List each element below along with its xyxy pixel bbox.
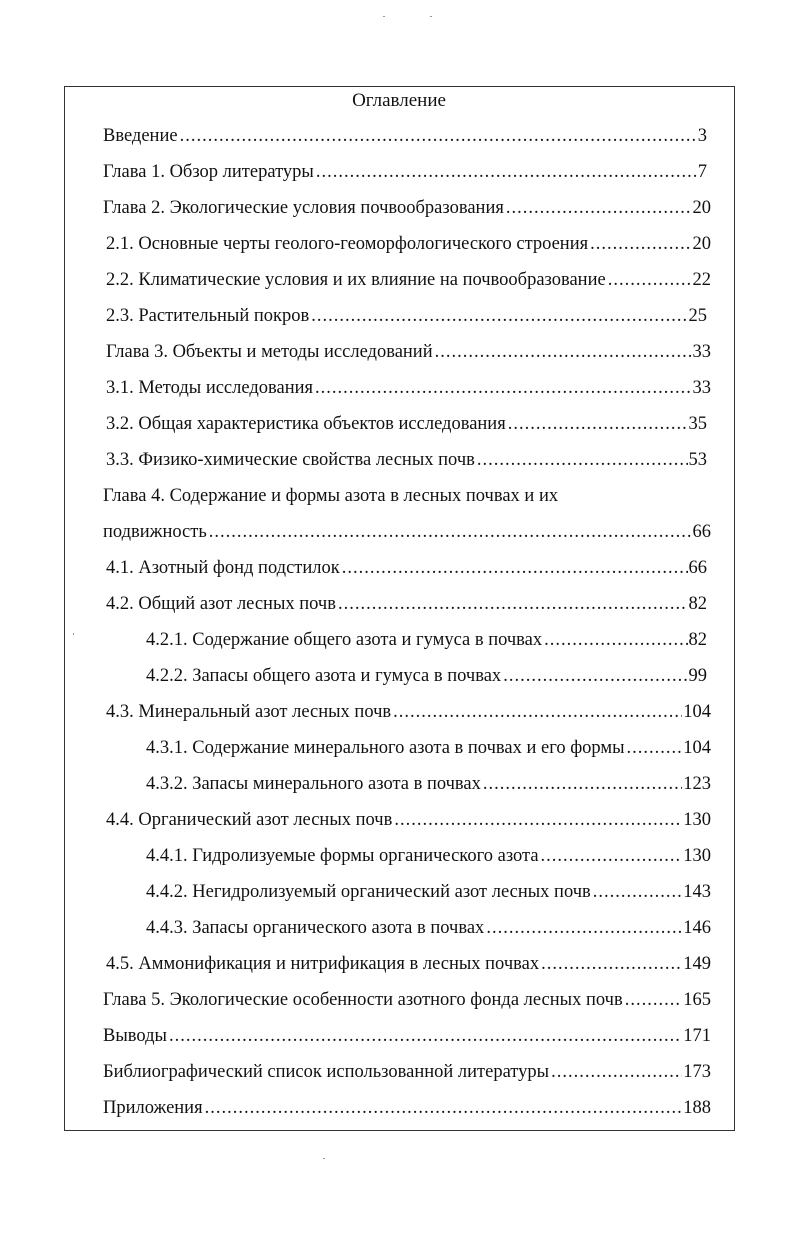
toc-leader-dots — [315, 376, 691, 400]
toc-entry-label: 3.3. Физико-химические свойства лесных почв — [106, 450, 475, 470]
toc-leader-dots — [338, 592, 688, 616]
toc-entry-page: 130 — [683, 810, 711, 830]
toc-entry-label: 4.3. Минеральный азот лесных почв — [106, 702, 392, 722]
toc-entry-page: 123 — [683, 774, 711, 794]
toc-leader-dots — [508, 412, 688, 436]
toc-leader-dots — [316, 160, 697, 184]
toc-entry-appendices — [103, 1096, 711, 1120]
toc-entry-page: 82 — [688, 630, 707, 650]
toc-leader-dots — [342, 556, 688, 580]
toc-entry-page: 104 — [683, 738, 711, 758]
toc-entry-section-4-3 — [106, 700, 711, 724]
toc-entry-section-2-1 — [106, 232, 711, 256]
toc-leader-dots — [205, 1096, 683, 1120]
toc-entry-page: 66 — [688, 558, 707, 578]
toc-entry-page: 171 — [683, 1026, 711, 1046]
toc-entry-page: 25 — [688, 306, 707, 326]
toc-entry-label: Глава 1. Обзор литературы — [103, 162, 314, 182]
toc-entry-section-3-3 — [106, 448, 707, 472]
toc-entry-bibliography — [103, 1060, 711, 1084]
toc-entry-chapter-3 — [106, 340, 711, 364]
toc-entry-section-4-4-1 — [146, 844, 711, 868]
toc-entry-section-4-2-1 — [146, 628, 707, 652]
toc-entry-section-2-2 — [106, 268, 711, 292]
toc-entry-section-4-2-2 — [146, 664, 707, 688]
toc-entry-label: Глава 2. Экологические условия почвообразования — [103, 198, 504, 218]
toc-entry-page: 3 — [697, 126, 707, 146]
toc-entry-page: 143 — [683, 882, 711, 902]
toc-entry-label: 4.2.2. Запасы общего азота и гумуса в почвах — [146, 666, 502, 686]
toc-leader-dots — [544, 628, 687, 652]
toc-entry-label: Глава 5. Экологические особенности азотного фонда лесных почв — [103, 990, 623, 1010]
toc-entry-section-4-5 — [106, 952, 711, 976]
toc-entry-section-4-3-2 — [146, 772, 711, 796]
toc-entry-page: 130 — [683, 846, 711, 866]
toc-entry-label: Глава 3. Объекты и методы исследований — [106, 342, 433, 362]
toc-leader-dots — [503, 664, 687, 688]
toc-leader-dots — [593, 880, 682, 904]
scan-speck — [383, 16, 385, 17]
toc-entry-label: 2.2. Климатические условия и их влияние на почвообразование — [106, 270, 606, 290]
toc-entry-page: 33 — [692, 342, 711, 362]
toc-entry-chapter-1 — [103, 160, 707, 184]
toc-entry-section-3-1 — [106, 376, 711, 400]
toc-entry-page: 22 — [692, 270, 711, 290]
toc-leader-dots — [394, 808, 682, 832]
toc-leader-dots — [551, 1060, 682, 1084]
toc-entry-page: 66 — [692, 522, 711, 542]
toc-entry-label: 4.4.2. Негидролизуемый органический азот лесных почв — [146, 882, 591, 902]
toc-entry-page: 82 — [688, 594, 707, 614]
toc-entry-chapter-2 — [103, 196, 711, 220]
toc-entry-label: Выводы — [103, 1026, 167, 1046]
toc-entry-page: 33 — [692, 378, 711, 398]
toc-leader-dots — [209, 520, 692, 544]
toc-title: Оглавление — [352, 90, 446, 111]
toc-entry-label: Введение — [103, 126, 178, 146]
toc-entry-label: 3.1. Методы исследования — [106, 378, 314, 398]
toc-entry-chapter-4-heading: Глава 4. Содержание и формы азота в лесных почвах и их — [103, 486, 559, 506]
toc-entry-page: 149 — [683, 954, 711, 974]
toc-leader-dots — [180, 124, 697, 148]
toc-entry-page: 104 — [683, 702, 711, 722]
toc-leader-dots — [627, 736, 683, 760]
toc-entry-page: 7 — [697, 162, 707, 182]
toc-leader-dots — [483, 772, 682, 796]
toc-entry-label: 4.4.1. Гидролизуемые формы органического азота — [146, 846, 539, 866]
toc-entry-label: 4.5. Аммонификация и нитрификация в лесных почвах — [106, 954, 540, 974]
toc-entry-chapter-4 — [103, 520, 711, 544]
toc-leader-dots — [590, 232, 691, 256]
toc-entry-conclusions — [103, 1024, 711, 1048]
toc-entry-label: 2.3. Растительный покров — [106, 306, 310, 326]
toc-entry-label: Библиографический список использованной литературы — [103, 1062, 550, 1082]
toc-leader-dots — [608, 268, 692, 292]
toc-entry-section-4-4-2 — [146, 880, 711, 904]
toc-entry-section-4-4-3 — [146, 916, 711, 940]
toc-entry-label: Приложения — [103, 1098, 203, 1118]
toc-entry-page: 53 — [688, 450, 707, 470]
toc-leader-dots — [486, 916, 682, 940]
toc-entry-page: 35 — [688, 414, 707, 434]
toc-entry-page: 188 — [683, 1098, 711, 1118]
toc-entry-page: 165 — [683, 990, 711, 1010]
toc-leader-dots — [311, 304, 687, 328]
toc-entry-label: 3.2. Общая характеристика объектов исследования — [106, 414, 506, 434]
toc-entry-page: 20 — [692, 234, 711, 254]
toc-entry-page: 99 — [688, 666, 707, 686]
toc-entry-section-2-3 — [106, 304, 707, 328]
toc-leader-dots — [435, 340, 692, 364]
toc-leader-dots — [625, 988, 683, 1012]
toc-leader-dots — [541, 952, 682, 976]
toc-entry-label: подвижность — [103, 522, 207, 542]
toc-entry-section-4-2 — [106, 592, 707, 616]
toc-entry-label: 4.4.3. Запасы органического азота в почвах — [146, 918, 485, 938]
toc-leader-dots — [169, 1024, 682, 1048]
scan-speck — [430, 16, 432, 17]
toc-entry-page: 173 — [683, 1062, 711, 1082]
toc-entry-label: 4.2. Общий азот лесных почв — [106, 594, 336, 614]
toc-entry-section-3-2 — [106, 412, 707, 436]
scan-speck — [323, 1158, 325, 1159]
toc-leader-dots — [393, 700, 682, 724]
toc-leader-dots — [506, 196, 692, 220]
toc-entry-label: 2.1. Основные черты геолого-геоморфологического строения — [106, 234, 589, 254]
toc-entry-section-4-1 — [106, 556, 707, 580]
toc-entry-chapter-5 — [103, 988, 711, 1012]
toc-entry-section-4-4 — [106, 808, 711, 832]
toc-entry-page: 20 — [692, 198, 711, 218]
toc-entry-intro — [103, 124, 707, 148]
toc-entry-label: 4.3.1. Содержание минерального азота в почвах и его формы — [146, 738, 625, 758]
toc-entry-section-4-3-1 — [146, 736, 711, 760]
toc-entry-label: 4.2.1. Содержание общего азота и гумуса в почвах — [146, 630, 543, 650]
toc-entry-label: 4.1. Азотный фонд подстилок — [106, 558, 340, 578]
toc-entry-label: 4.3.2. Запасы минерального азота в почвах — [146, 774, 481, 794]
toc-entry-label: 4.4. Органический азот лесных почв — [106, 810, 393, 830]
toc-entry-page: 146 — [683, 918, 711, 938]
toc-leader-dots — [477, 448, 688, 472]
toc-leader-dots — [541, 844, 683, 868]
